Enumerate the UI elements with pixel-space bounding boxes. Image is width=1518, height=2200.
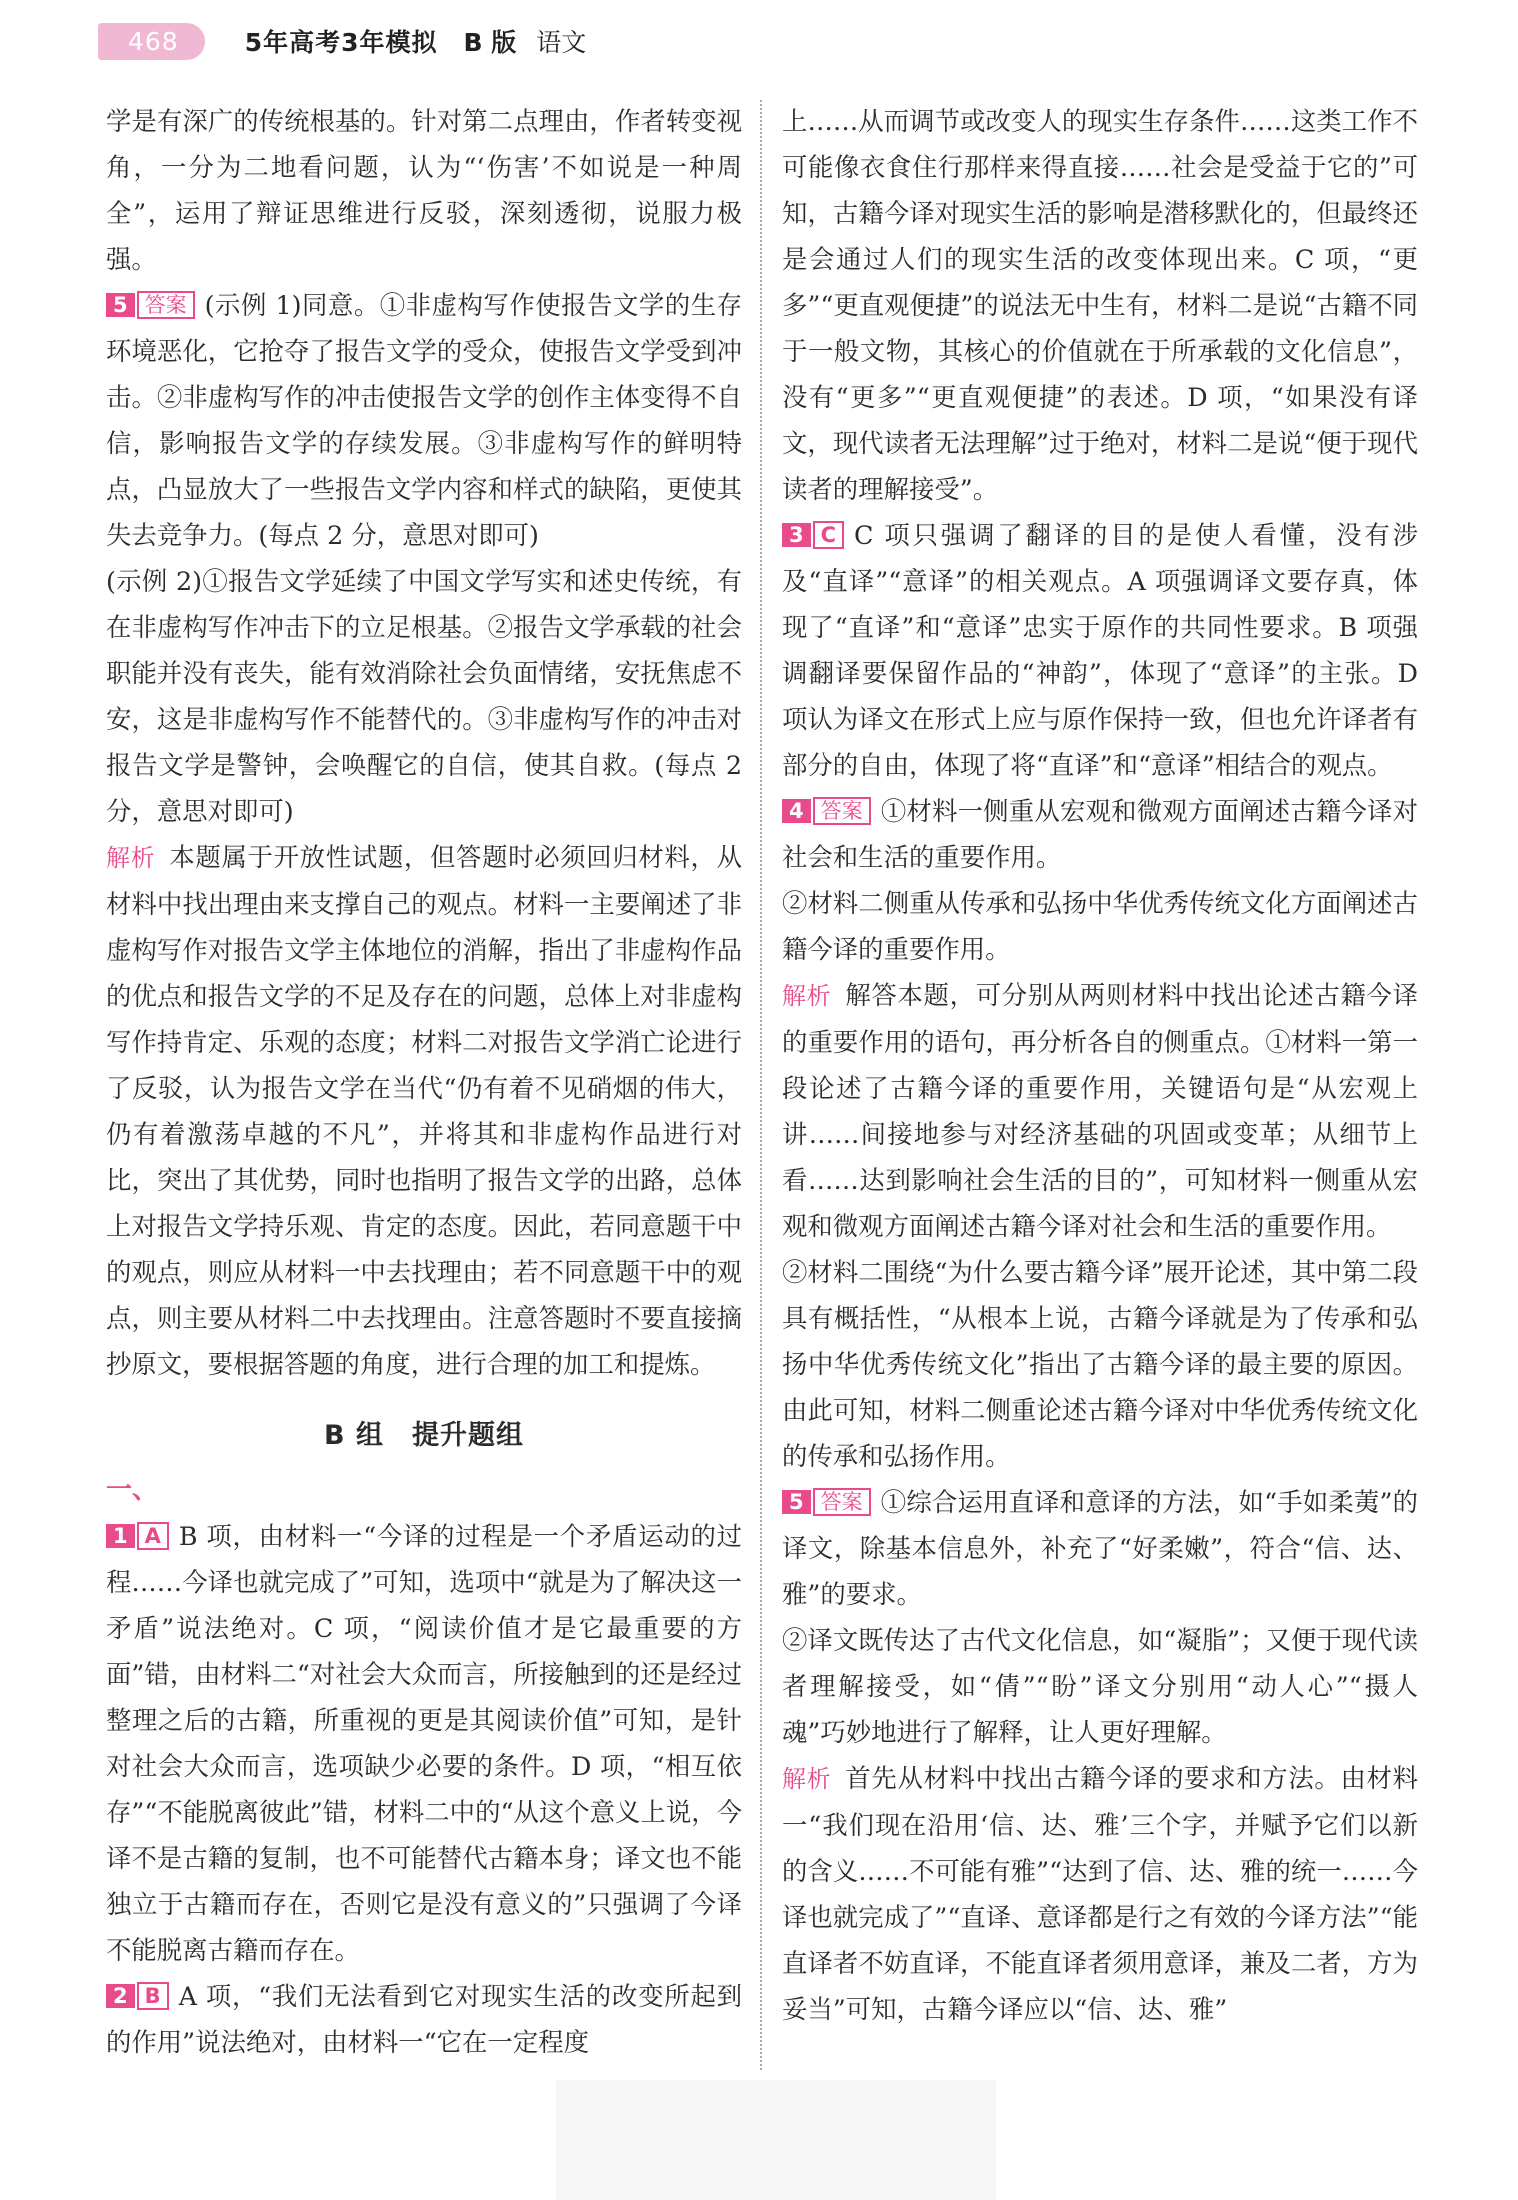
- question-number: 2: [106, 1984, 135, 2008]
- question-number: 4: [782, 799, 811, 823]
- paragraph: 学是有深广的传统根基的。针对第二点理由，作者转变视角，一分为二地看问题，认为“‘伤害’不如说是一种周全”，运用了辩证思维进行反驳，深刻透彻，说服力极强。: [106, 106, 742, 274]
- page-header: [98, 18, 998, 64]
- answer-text: ①材料一侧重从宏观和微观方面阐述古籍今译对社会和生活的重要作用。: [782, 796, 1418, 872]
- answer-block-5: [106, 282, 742, 558]
- page-number: 468: [98, 23, 205, 60]
- answer-letter: C: [813, 521, 844, 549]
- answer-text: C 项只强调了翻译的目的是使人看懂，没有涉及“直译”“意译”的相关观点。A 项强调译文要存真，体现了“直译”和“意译”忠实于原作的共同性要求。B 项强调翻译要保留作品的“神韵”，体现了“意译”的主张。D 项认为译文在形式上应与原作保持一致，但也允许译者有部分的自由，体现了将“直译”和“意译”相结合的观点。: [782, 520, 1418, 780]
- answer-letter: B: [137, 1982, 169, 2010]
- answer-text: B 项，由材料一“今译的过程是一个矛盾运动的过程……今译也就完成了”可知，选项中“就是为了解决这一矛盾”说法绝对。C 项，“阅读价值才是它最重要的方面”错，由材料二“对社会大众而言，所接触到的还是经过整理之后的古籍，所重视的更是其阅读价值”可知，是针对社会大众而言，选项缺少必要的条件。D 项，“相互依存”“不能脱离彼此”错，材料二中的“从这个意义上说，今译不是古籍的复制，也不可能替代古籍本身；译文也不能独立于古籍而存在，否则它是没有意义的”只强调了今译不能脱离古籍而存在。: [106, 1521, 742, 1965]
- answer-label: 答案: [813, 1488, 871, 1516]
- question-number: 3: [782, 523, 811, 547]
- answer-text-2: ②译文既传达了古代文化信息，如“凝脂”；又便于现代读者理解接受，如“倩”“盼”译文分别用“动人心”“摄人魂”巧妙地进行了解释，让人更好理解。: [782, 1625, 1418, 1747]
- answer-text: A 项，“我们无法看到它对现实生活的改变所起到的作用”说法绝对，由材料一“它在一定程度: [106, 1981, 742, 2057]
- analysis-block: [106, 834, 742, 1387]
- answer-block-3: [782, 512, 1418, 788]
- subject-label: 语文: [536, 28, 587, 57]
- answer-block-2: [106, 1973, 742, 2065]
- answer-badge: [106, 291, 195, 319]
- answer-label: 答案: [137, 291, 195, 319]
- answer-text: ①综合运用直译和意译的方法，如“手如柔荑”的译文，除基本信息外，补充了“好柔嫩”，符合“信、达、雅”的要求。: [782, 1487, 1418, 1609]
- right-column: [782, 98, 1418, 2032]
- answer-text-2: (示例 2)①报告文学延续了中国文学写实和述史传统，有在非虚构写作冲击下的立足根基。②报告文学承载的社会职能并没有丧失，能有效消除社会负面情绪，安抚焦虑不安，这是非虚构写作不能替代的。③非虚构写作的冲击对报告文学是警钟，会唤醒它的自信，使其自救。(每点 2 分，意思对即可): [106, 566, 742, 826]
- section-title: B 组 提升题组: [324, 1420, 524, 1451]
- answer-block-4: [782, 788, 1418, 880]
- edition-label: B 版: [463, 28, 517, 57]
- question-number: 5: [106, 293, 135, 317]
- analysis-block: [782, 1755, 1418, 2032]
- analysis-text: 本题属于开放性试题，但答题时必须回归材料，从材料中找出理由来支撑自己的观点。材料一主要阐述了非虚构写作对报告文学主体地位的消解，指出了非虚构作品的优点和报告文学的不足及存在的问题，总体上对非虚构写作持肯定、乐观的态度；材料二对报告文学消亡论进行了反驳，认为报告文学在当代“仍有着不见硝烟的伟大，仍有着激荡卓越的不凡”，并将其和非虚构作品进行对比，突出了其优势，同时也指明了报告文学的出路，总体上对报告文学持乐观、肯定的态度。因此，若同意题干中的观点，则应从材料一中去找理由；若不同意题干中的观点，则主要从材料二中去找理由。注意答题时不要直接摘抄原文，要根据答题的角度，进行合理的加工和提炼。: [106, 842, 743, 1379]
- answer-badge: [106, 1522, 169, 1550]
- answer-text-2: ②材料二侧重从传承和弘扬中华优秀传统文化方面阐述古籍今译的重要作用。: [782, 888, 1418, 964]
- analysis-text-2: ②材料二围绕“为什么要古籍今译”展开论述，其中第二段具有概括性，“从根本上说，古籍今译就是为了传承和弘扬中华优秀传统文化”指出了古籍今译的最主要的原因。由此可知，材料二侧重论述古籍今译对中华优秀传统文化的传承和弘扬作用。: [782, 1257, 1418, 1471]
- answer-badge: [782, 521, 844, 549]
- answer-text: (示例 1)同意。①非虚构写作使报告文学的生存环境恶化，它抢夺了报告文学的受众，使报告文学受到冲击。②非虚构写作的冲击使报告文学的创作主体变得不自信，影响报告文学的存续发展。③非虚构写作的鲜明特点，凸显放大了一些报告文学内容和样式的缺陷，更使其失去竞争力。(每点 2 分，意思对即可): [106, 290, 742, 550]
- answer-letter: A: [137, 1522, 169, 1550]
- analysis-label: 解析: [782, 982, 832, 1010]
- analysis-text: 解答本题，可分别从两则材料中找出论述古籍今译的重要作用的语句，再分析各自的侧重点。①材料一第一段论述了古籍今译的重要作用，关键语句是“从宏观上讲……间接地参与对经济基础的巩固或变革；从细节上看……达到影响社会生活的目的”，可知材料一侧重从宏观和微观方面阐述古籍今译对社会和生活的重要作用。: [782, 980, 1419, 1241]
- analysis-block: [782, 972, 1418, 1249]
- part-marker: 一、: [106, 1475, 159, 1505]
- answer-badge: [106, 1982, 169, 2010]
- analysis-label: 解析: [782, 1765, 832, 1793]
- analysis-text: 首先从材料中找出古籍今译的要求和方法。由材料一“我们现在沿用‘信、达、雅’三个字，并赋予它们以新的含义……不可能有雅”“达到了信、达、雅的统一……今译也就完成了”“直译、意译都是行之有效的今译方法”“能直译者不妨直译，不能直译者须用意译，兼及二者，方为妥当”可知，古籍今译应以“信、达、雅”: [782, 1763, 1419, 2024]
- answer-block-5: [782, 1479, 1418, 1617]
- question-number: 5: [782, 1490, 811, 1514]
- book-title: 5年高考3年模拟: [244, 28, 438, 57]
- answer-label: 答案: [813, 797, 871, 825]
- paragraph: 上……从而调节或改变人的现实生存条件……这类工作不可能像衣食住行那样来得直接……社会是受益于它的”可知，古籍今译对现实生活的影响是潜移默化的，但最终还是会通过人们的现实生活的改变体现出来。C 项，“更多”“更直观便捷”的说法无中生有，材料二是说“古籍不同于一般文物，其核心的价值就在于所承载的文化信息”，没有“更多”“更直观便捷”的表述。D 项，“如果没有译文，现代读者无法理解”过于绝对，材料二是说“便于现代读者的理解接受”。: [782, 106, 1418, 504]
- column-divider: [760, 100, 762, 2070]
- answer-badge: [782, 1488, 871, 1516]
- answer-block-1: [106, 1513, 742, 1973]
- answer-badge: [782, 797, 871, 825]
- analysis-label: 解析: [106, 844, 156, 872]
- left-column: [106, 98, 742, 2065]
- footer-blank-area: [556, 2080, 996, 2200]
- question-number: 1: [106, 1524, 135, 1548]
